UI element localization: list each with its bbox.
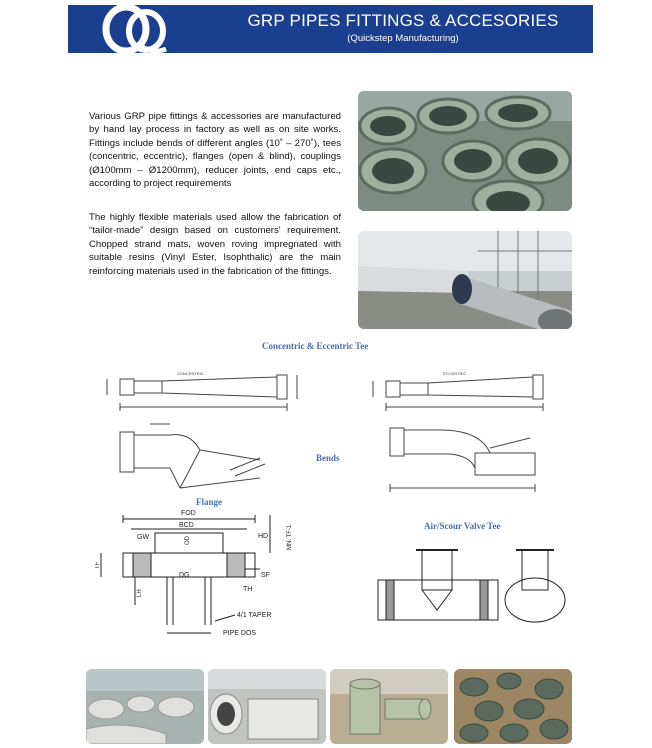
bottom-photo-4 bbox=[454, 669, 572, 744]
flange-th-label: TH bbox=[243, 586, 253, 593]
eccentric-label: ECCENTRIC bbox=[443, 371, 467, 376]
page-title: GRP PIPES FITTINGS & ACCESORIES bbox=[247, 11, 559, 30]
eccentric-tee-drawing bbox=[368, 365, 573, 415]
bend-drawing-left bbox=[110, 420, 280, 490]
flange-drawing bbox=[95, 505, 320, 645]
flange-lh-label: LH bbox=[137, 589, 143, 597]
bottom-photo-1 bbox=[86, 669, 204, 744]
valve-tee-drawing bbox=[372, 540, 572, 630]
flange-od-label: OD bbox=[185, 536, 191, 545]
flange-sf-label: SF bbox=[261, 572, 270, 579]
flange-fod-label: FOD bbox=[181, 510, 196, 517]
materials-paragraph: The highly flexible materials used allow the fabrication of “tailor-made” design based on customers' requirement. Chopped strand mats, woven roving impregnated with suitable resins (Vinyl Ester, Isophthalic) are the main reinforcing materials used in the fabrication of the fittings. bbox=[89, 212, 341, 277]
pipe-assembly-photo bbox=[358, 231, 572, 329]
company-logo bbox=[100, 3, 172, 55]
intro-paragraph: Various GRP pipe fittings & accessories are manufactured by hand lay process in factory as well as on site works. Fittings include bends of different angles (10˚ – 270˚), tees (concentric, eccentric), flanges (open & blind), couplings (Ø100mm – Ø1200mm), reducer joints, end caps etc., according to project requirements bbox=[89, 111, 341, 190]
page-subtitle: (Quickstep Manufacturing) bbox=[347, 33, 459, 44]
flange-hd-label: HD bbox=[258, 533, 269, 540]
section-label-tee: Concentric & Eccentric Tee bbox=[262, 341, 369, 351]
bend-drawing-right bbox=[380, 418, 560, 493]
flange-tf-label: TF bbox=[95, 561, 101, 569]
flange-bcd-label: BCD bbox=[179, 522, 194, 529]
flange-taper-label: 4/1 TAPER bbox=[237, 612, 272, 619]
flange-pipe-dos-label: PIPE DOS bbox=[223, 630, 257, 637]
section-label-valve-tee: Air/Scour Valve Tee bbox=[424, 521, 501, 531]
concentric-tee-drawing bbox=[102, 365, 307, 415]
flange-gw-label: GW bbox=[137, 534, 150, 541]
header-banner bbox=[68, 5, 593, 53]
concentric-label: CONCENTRIC bbox=[177, 371, 204, 376]
flange-mn-label: MN. TF-1 bbox=[287, 524, 293, 550]
fittings-photo bbox=[358, 91, 572, 211]
section-label-flange: Flange bbox=[196, 497, 222, 507]
bottom-photo-2 bbox=[208, 669, 326, 744]
flange-dg-label: DG bbox=[179, 572, 190, 579]
section-label-bends: Bends bbox=[316, 453, 340, 463]
bottom-photo-3 bbox=[330, 669, 448, 744]
